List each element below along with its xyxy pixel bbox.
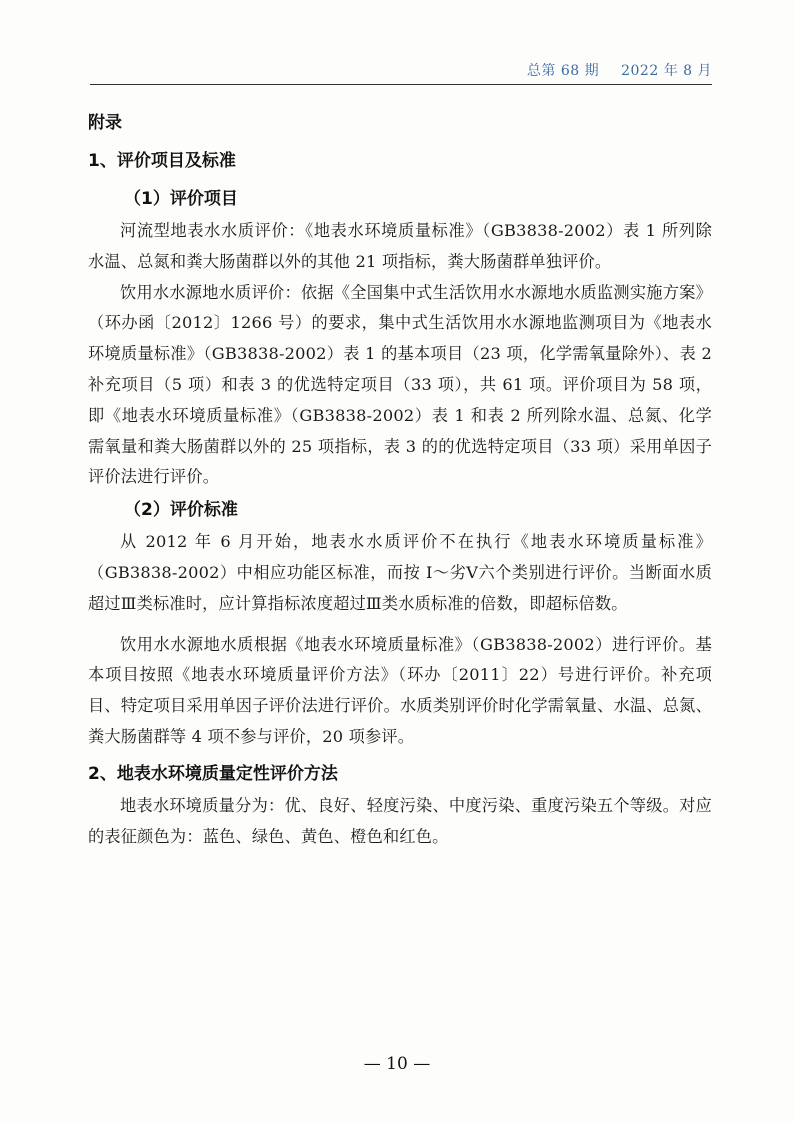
appendix-title: 附录 [88, 113, 122, 133]
issue-number: 总第 68 期 [526, 63, 600, 79]
section-2-title: 2、地表水环境质量定性评价方法 [88, 763, 338, 784]
section-1-2-title: （2）评价标准 [124, 500, 238, 521]
paragraph-drinking-water-standard: 饮用水水源地水质根据《地表水环境质量标准》（GB3838-2002）进行评价。基本项目按照《地表水环境质量评价方法》（环办〔2011〕22）号进行评价。补充项目、特定项目采用单因子评价法进行评价。水质类别评价时化学需氧量、水温、总氮、粪大肠菌群等 4 项不参与评价，20 项参评。 [88, 634, 712, 746]
document-body [88, 112, 712, 852]
page-number: — 10 — [363, 1054, 431, 1074]
page-header [90, 60, 712, 85]
paragraph-river-evaluation: 河流型地表水水质评价：《地表水环境质量标准》（GB3838-2002）表 1 所列除水温、总氮和粪大肠菌群以外的其他 21 项指标，粪大肠菌群单独评价。 [88, 221, 712, 271]
issue-date: 2022 年 8 月 [621, 63, 712, 79]
paragraph-drinking-water-evaluation: 饮用水水源地水质评价：依据《全国集中式生活饮用水水源地水质监测实施方案》（环办函〔2012〕1266 号）的要求，集中式生活饮用水水源地监测项目为《地表水环境质量标准》（GB3838-2002）表 1 的基本项目（23 项，化学需氧量除外）、表 2 补充项目（5 项）和表 3 的优选特定项目（33 项），共 61 项。评价项目为 58 项，即《地表水环境质量标准》（GB3838-2002）表 1 和表 2 所列除水温、总氮、化学需氧量和粪大肠菌群以外的 25 项指标，表 3 的的优选特定项目（33 项）采用单因子评价法进行评价。 [88, 282, 712, 487]
paragraph-quality-levels: 地表水环境质量分为：优、良好、轻度污染、中度污染、重度污染五个等级。对应的表征颜色为：蓝色、绿色、黄色、橙色和红色。 [88, 795, 712, 846]
section-1-1-title: （1）评价项目 [124, 189, 238, 209]
section-1-title: 1、评价项目及标准 [88, 151, 236, 171]
paragraph-evaluation-standard: 从 2012 年 6 月开始，地表水水质评价不在执行《地表水环境质量标准》（GB3838-2002）中相应功能区标准，而按 Ⅰ～劣Ⅴ六个类别进行评价。当断面水质超过Ⅲ类标准时，应计算指标浓度超过Ⅲ类水质标准的倍数，即超标倍数。 [88, 532, 712, 613]
